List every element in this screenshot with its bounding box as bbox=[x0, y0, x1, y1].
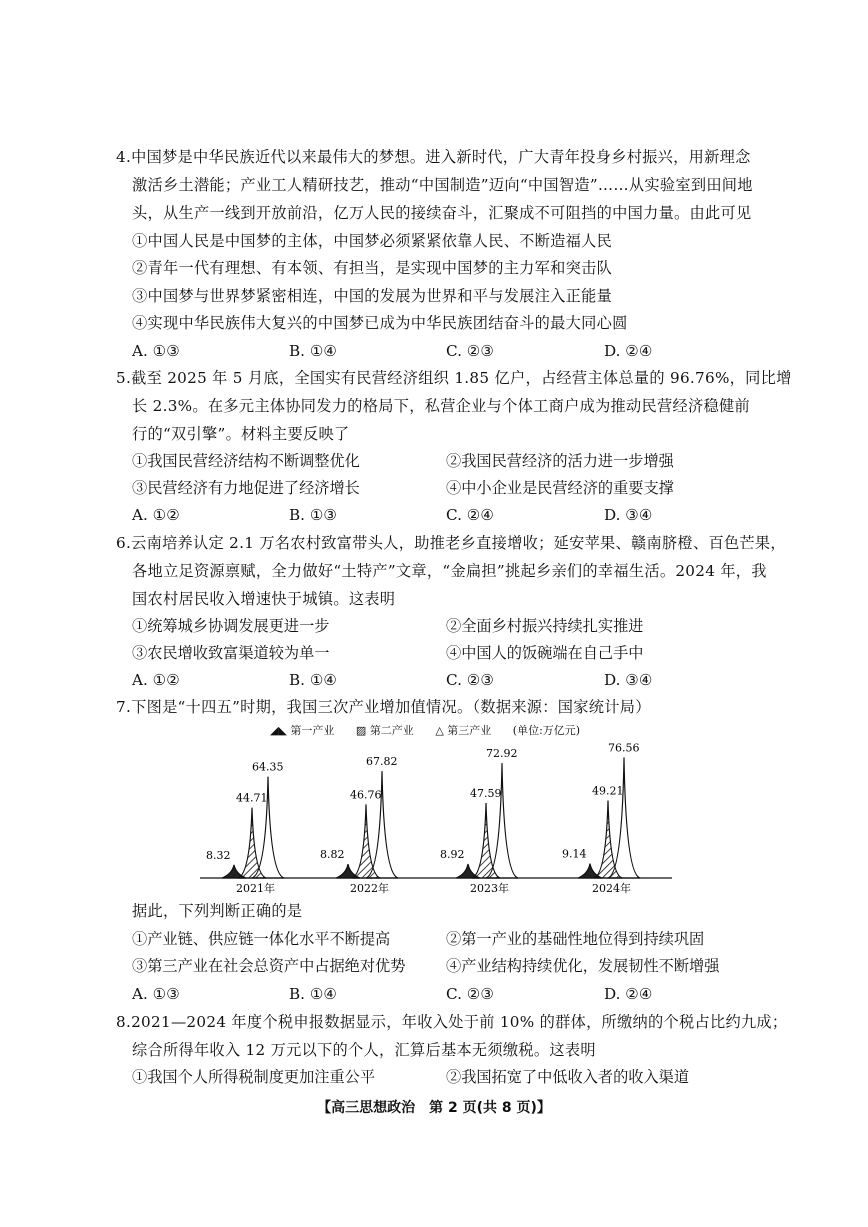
option-c: C. ②③ bbox=[446, 671, 494, 689]
q4-stem-line: 头，从生产一线到开放前沿，亿万人民的接续奋斗，汇聚成不可阻挡的中国力量。由此可见 bbox=[132, 204, 752, 222]
option-d: D. ③④ bbox=[604, 671, 653, 689]
q6-item: ④中国人的饭碗端在自己手中 bbox=[446, 644, 644, 662]
option-a: A. ①③ bbox=[132, 342, 180, 360]
legend-secondary: ▨ 第二产业 bbox=[355, 724, 414, 737]
legend-tertiary: △ 第三产业 bbox=[435, 724, 492, 737]
q5-item: ④中小企业是民营经济的重要支撑 bbox=[446, 479, 674, 497]
q7-item: ③第三产业在社会总资产中占据绝对优势 bbox=[132, 957, 406, 975]
chart-unit-label: (单位:万亿元) bbox=[512, 724, 581, 737]
q6-stem-line: 各地立足资源禀赋，全力做好“土特产”文章，“金扁担”挑起乡亲们的幸福生活。2024 年，我 bbox=[132, 562, 767, 580]
q4-item: ②青年一代有理想、有本领、有担当，是实现中国梦的主力军和突击队 bbox=[132, 259, 613, 277]
q5-stem-line: 5.截至 2025 年 5 月底，全国实有民营经济组织 1.85 亿户，占经营主体总量的 96.76%，同比增 bbox=[116, 369, 792, 387]
option-c: C. ②③ bbox=[446, 342, 494, 360]
value-label-secondary-1: 46.76 bbox=[350, 788, 382, 802]
value-label-primary-1: 8.82 bbox=[320, 848, 345, 862]
q5-item: ①我国民营经济结构不断调整优化 bbox=[132, 452, 360, 470]
value-label-primary-0: 8.32 bbox=[206, 848, 231, 862]
option-a: A. ①② bbox=[132, 506, 180, 524]
value-label-tertiary-2: 72.92 bbox=[486, 747, 518, 761]
q8-item: ①我国个人所得税制度更加注重公平 bbox=[132, 1068, 375, 1086]
peak-secondary-0 bbox=[238, 808, 266, 878]
legend-primary: ◢◣ 第一产业 bbox=[270, 724, 335, 737]
option-a: A. ①③ bbox=[132, 985, 180, 1003]
q6-stem-line: 6.云南培养认定 2.1 万名农村致富带头人，助推老乡直接增收；延安苹果、赣南脐橙、百色芒果， bbox=[116, 534, 786, 552]
page-footer: 【高三思想政治 第 2 页(共 8 页)】 bbox=[317, 1100, 551, 1116]
q7-stem-line: 7.下图是“十四五”时期，我国三次产业增加值情况。（数据来源：国家统计局） bbox=[116, 698, 651, 716]
option-b: B. ①③ bbox=[289, 506, 338, 524]
q6-item: ①统筹城乡协调发展更进一步 bbox=[132, 617, 330, 635]
q6-item: ②全面乡村振兴持续扎实推进 bbox=[446, 617, 644, 635]
q4-stem-line: 激活乡土潜能；产业工人精研技艺，推动“中国制造”迈向“中国智造”……从实验室到田间地 bbox=[132, 176, 753, 194]
industry-value-chart bbox=[196, 718, 676, 896]
value-label-secondary-2: 47.59 bbox=[470, 787, 502, 801]
q5-stem-line: 行的“双引擎”。材料主要反映了 bbox=[132, 425, 350, 443]
q4-item: ③中国梦与世界梦紧密相连，中国的发展为世界和平与发展注入正能量 bbox=[132, 287, 613, 305]
q6-item: ③农民增收致富渠道较为单一 bbox=[132, 644, 330, 662]
value-label-tertiary-3: 76.56 bbox=[608, 741, 640, 755]
q5-item: ③民营经济有力地促进了经济增长 bbox=[132, 479, 360, 497]
option-c: C. ②③ bbox=[446, 985, 494, 1003]
value-label-tertiary-1: 67.82 bbox=[366, 755, 398, 769]
option-d: D. ②④ bbox=[604, 985, 653, 1003]
option-d: D. ③④ bbox=[604, 506, 653, 524]
option-c: C. ②④ bbox=[446, 506, 494, 524]
value-label-primary-2: 8.92 bbox=[440, 847, 465, 861]
q4-item: ④实现中华民族伟大复兴的中国梦已成为中华民族团结奋斗的最大同心圆 bbox=[132, 314, 628, 332]
peak-secondary-1 bbox=[352, 804, 380, 878]
q5-item: ②我国民营经济的活力进一步增强 bbox=[446, 452, 674, 470]
q5-stem-line: 长 2.3%。在多元主体协同发力的格局下，私营企业与个体工商户成为推动民营经济稳健前 bbox=[132, 397, 750, 415]
option-b: B. ①④ bbox=[289, 985, 338, 1003]
q7-item: ④产业结构持续优化，发展韧性不断增强 bbox=[446, 957, 720, 975]
x-tick-label: 2022年 bbox=[350, 882, 389, 895]
peak-secondary-2 bbox=[472, 803, 500, 878]
option-a: A. ①② bbox=[132, 671, 180, 689]
q7-prompt: 据此，下列判断正确的是 bbox=[132, 902, 303, 920]
x-tick-label: 2023年 bbox=[470, 882, 509, 895]
value-label-primary-3: 9.14 bbox=[562, 847, 587, 861]
q7-item: ②第一产业的基础性地位得到持续巩固 bbox=[446, 930, 705, 948]
value-label-secondary-3: 49.21 bbox=[592, 784, 624, 798]
q8-stem-line: 综合所得年收入 12 万元以下的个人，汇算后基本无须缴税。这表明 bbox=[132, 1041, 596, 1059]
q7-item: ①产业链、供应链一体化水平不断提高 bbox=[132, 930, 391, 948]
option-b: B. ①④ bbox=[289, 671, 338, 689]
peak-secondary-3 bbox=[594, 800, 622, 878]
q4-item: ①中国人民是中国梦的主体，中国梦必须紧紧依靠人民、不断造福人民 bbox=[132, 232, 613, 250]
value-label-secondary-0: 44.71 bbox=[236, 791, 268, 805]
value-label-tertiary-0: 64.35 bbox=[252, 760, 284, 774]
x-tick-label: 2021年 bbox=[236, 882, 275, 895]
q8-stem-line: 8.2021—2024 年度个税申报数据显示，年收入处于前 10% 的群体，所缴纳的个税占比约九成； bbox=[116, 1013, 788, 1031]
x-tick-label: 2024年 bbox=[592, 882, 631, 895]
q8-item: ②我国拓宽了中低收入者的收入渠道 bbox=[446, 1068, 689, 1086]
option-d: D. ②④ bbox=[604, 342, 653, 360]
q4-stem-line: 4.中国梦是中华民族近代以来最伟大的梦想。进入新时代，广大青年投身乡村振兴，用新理念 bbox=[116, 148, 751, 166]
option-b: B. ①④ bbox=[289, 342, 338, 360]
q6-stem-line: 国农村居民收入增速快于城镇。这表明 bbox=[132, 590, 396, 608]
